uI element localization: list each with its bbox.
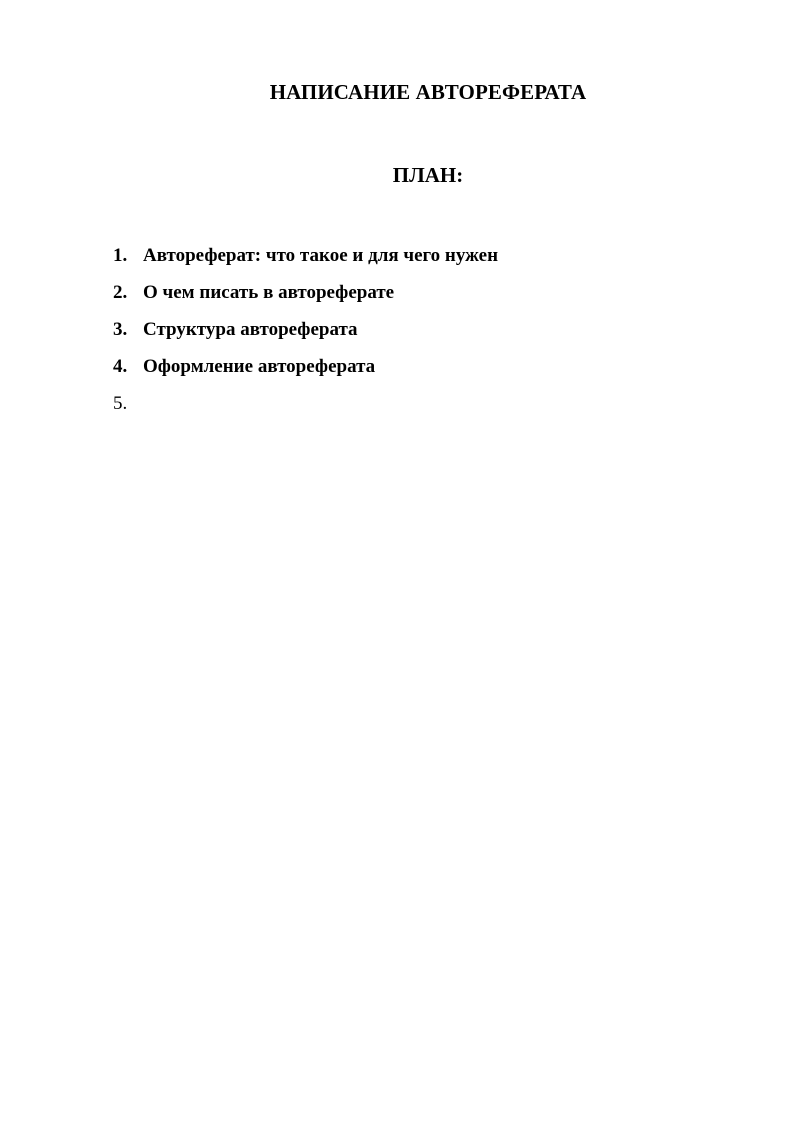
plan-list — [113, 242, 498, 427]
plan-item-text: Оформление автореферата — [143, 356, 376, 377]
plan-item-5 — [113, 390, 498, 427]
plan-item-4 — [113, 353, 498, 390]
document-title: НАПИСАНИЕ АВТОРЕФЕРАТА — [269, 80, 587, 104]
plan-item-2 — [113, 279, 498, 316]
plan-item-number: 4. — [113, 356, 128, 377]
plan-item-number: 3. — [113, 319, 128, 340]
plan-item-number: 2. — [113, 282, 128, 303]
plan-heading: ПЛАН: — [392, 163, 464, 187]
plan-item-1 — [113, 242, 498, 279]
plan-item-3 — [113, 316, 498, 353]
plan-item-number: 1. — [113, 245, 128, 266]
plan-item-number: 5. — [113, 393, 128, 414]
plan-item-text: Структура автореферата — [143, 319, 358, 340]
plan-item-text: О чем писать в автореферате — [143, 282, 395, 303]
plan-item-text: Автореферат: что такое и для чего нужен — [143, 245, 499, 266]
